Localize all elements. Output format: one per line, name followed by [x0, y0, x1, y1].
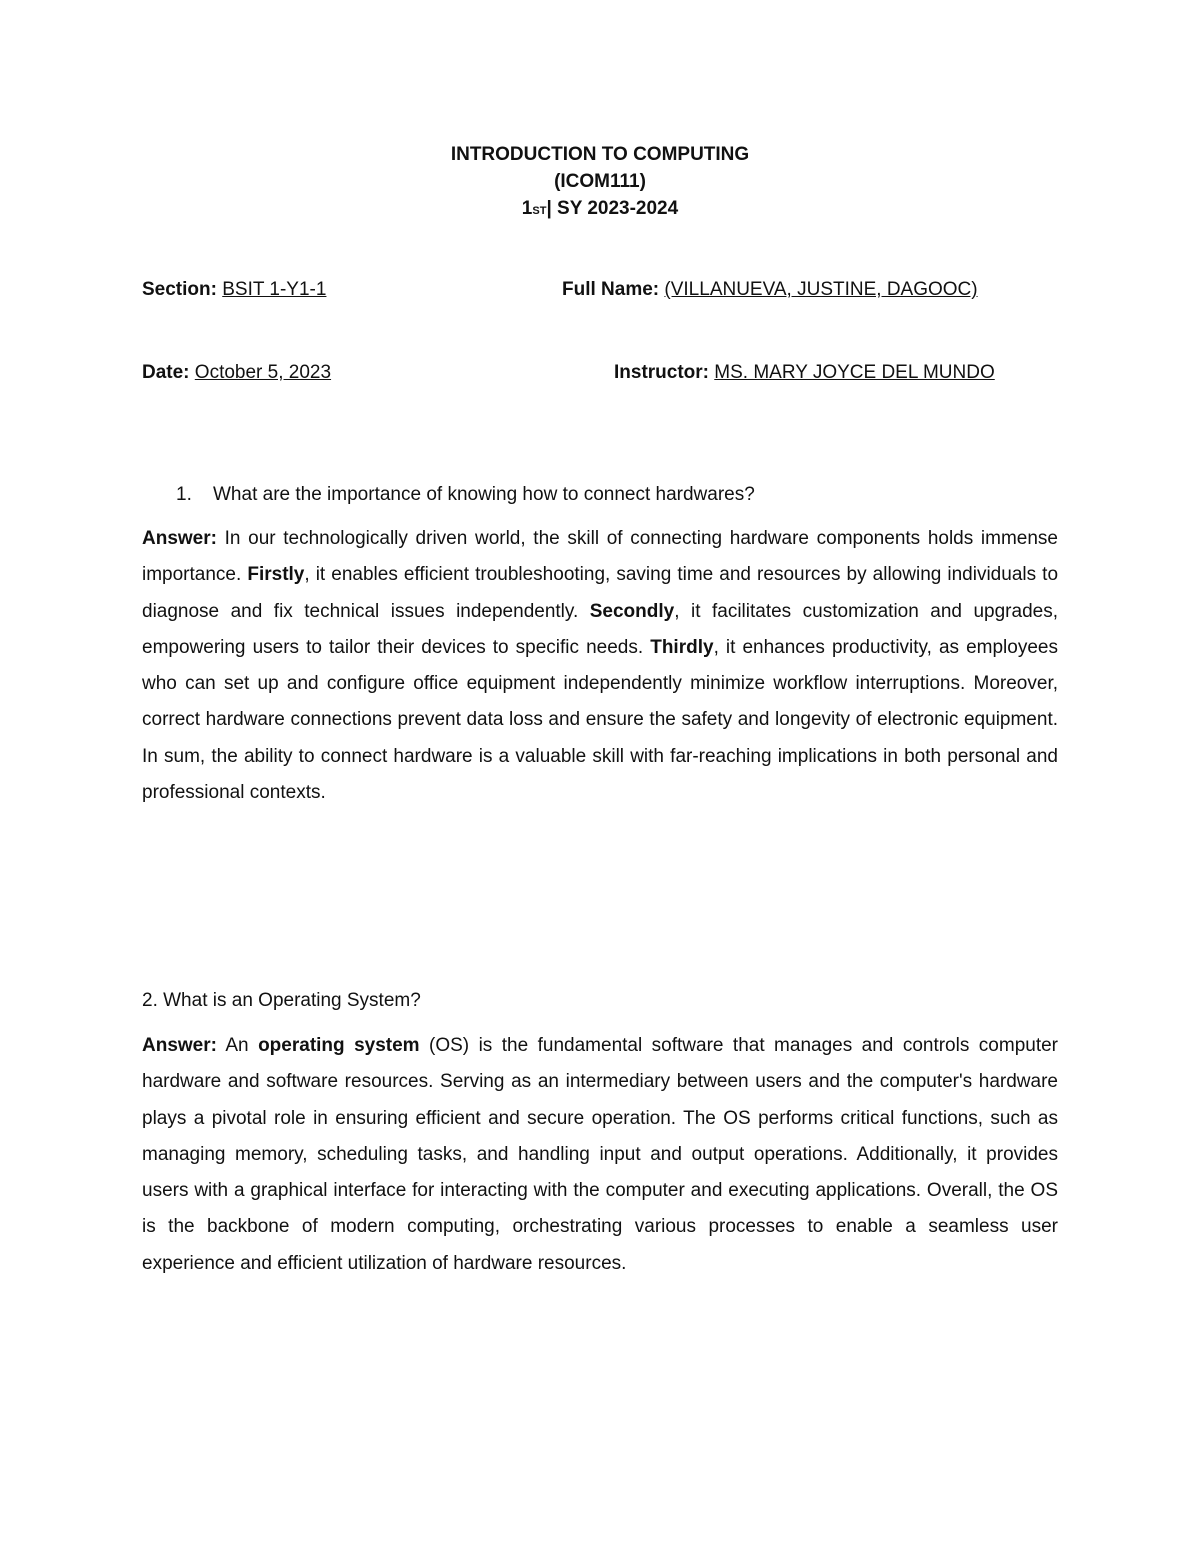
school-year: | SY 2023-2024: [546, 198, 679, 219]
instructor-value: MS. MARY JOYCE DEL MUNDO: [714, 362, 995, 383]
question-1: [176, 484, 755, 506]
full-name-value: (VILLANUEVA, JUSTINE, DAGOOC): [664, 279, 978, 300]
question-2-text: 2. What is an Operating System?: [142, 990, 421, 1011]
full-name-label: Full Name:: [562, 279, 660, 300]
term-ordinal-number: 1: [521, 198, 533, 219]
instructor-field: [614, 362, 995, 384]
date-label: Date:: [142, 362, 190, 383]
document-header: [0, 141, 1200, 225]
answer-2-label: Answer:: [142, 1035, 217, 1056]
answer-1: Answer: In our technologically driven world, the skill of connecting hardware components holds immense importance. Firstly, it enables efficient troubleshooting, saving time and resources by allowing individuals to diagnose and fix technical issues independently. Secondly, it facilitates customization and upgrades, empowering users to tailor their devices to specific needs. Thirdly, it enhances productivity, as employees who can set up and configure office equipment independently minimize workflow interruptions. Moreover, correct hardware connections prevent data loss and ensure the safety and longevity of electronic equipment. In sum, the ability to connect hardware is a valuable skill with far-reaching implications in both personal and professional contexts.: [142, 528, 1059, 804]
instructor-label: Instructor:: [614, 362, 709, 383]
full-name-field: [562, 279, 978, 301]
answer-2: Answer: An operating system (OS) is the fundamental software that manages and controls computer hardware and software resources. Serving as an intermediary between users and the computer's hardware plays a pivotal role in ensuring efficient and secure operation. The OS performs critical functions, such as managing memory, scheduling tasks, and handling input and output operations. Additionally, it provides users with a graphical interface for interacting with the computer and executing applications. Overall, the OS is the backbone of modern computing, orchestrating various processes to enable a seamless user experience and efficient utilization of hardware resources.: [142, 1035, 1058, 1274]
term-line: [0, 195, 1200, 225]
section-field: Section: BSIT 1-Y1-1: [142, 279, 327, 300]
date-field: [142, 362, 331, 384]
course-code: (ICOM111): [554, 171, 646, 192]
course-title: INTRODUCTION TO COMPUTING: [450, 144, 750, 165]
answer-1-label: Answer:: [142, 528, 217, 549]
term-ordinal-suffix: ST: [532, 205, 547, 217]
question-2: [142, 990, 421, 1012]
question-1-number: 1.: [176, 484, 192, 505]
date-value: October 5, 2023: [194, 362, 332, 383]
section-value: BSIT 1-Y1-1: [222, 279, 327, 300]
question-1-text: What are the importance of knowing how to connect hardwares?: [213, 484, 755, 505]
section-label: Section: [142, 279, 211, 300]
